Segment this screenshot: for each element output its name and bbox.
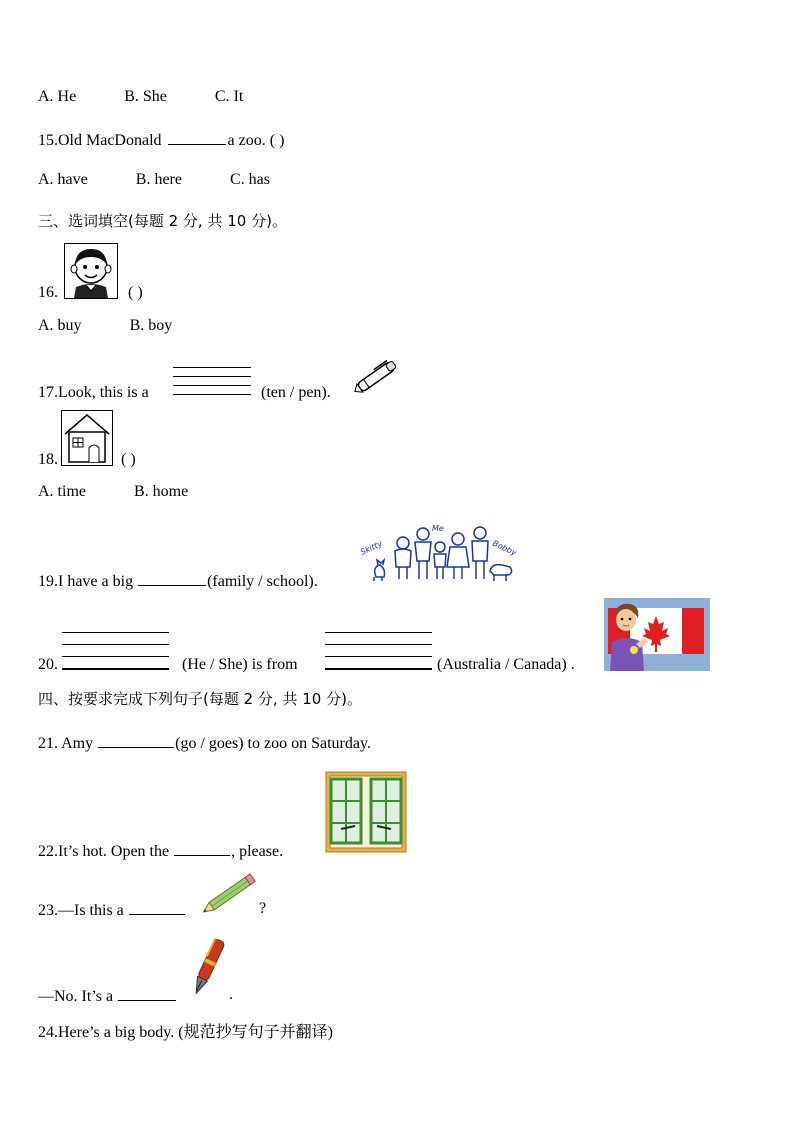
family-label-skitty: Skitty — [359, 538, 384, 557]
q18-options — [38, 483, 188, 501]
q15-question — [38, 130, 284, 150]
q20-writing-line[interactable] — [325, 668, 432, 670]
q20-writing-line[interactable] — [62, 632, 169, 633]
q17-writing-line[interactable] — [173, 385, 251, 386]
q23-line2-prefix: —No. It’s a — [38, 988, 114, 1005]
section3-title: 三、选词填空(每题 2 分, 共 10 分)。 — [38, 212, 287, 230]
q20-writing-line[interactable] — [62, 668, 169, 670]
q21-answer-blank[interactable] — [98, 733, 174, 748]
q23-line2-suffix: . — [229, 986, 233, 1003]
section4-title: 四、按要求完成下列句子(每题 2 分, 共 10 分)。 — [38, 690, 362, 708]
canada-flag-picture — [604, 598, 710, 671]
q22-prefix: 22.It’s hot. Open the — [38, 843, 170, 860]
q20-middle: (He / She) is from — [182, 656, 298, 673]
q15-option-b: B. here — [135, 171, 182, 188]
family-label-me: Me — [432, 524, 444, 533]
q23-line2 — [38, 986, 177, 1006]
q14-option-c: C. It — [214, 88, 244, 105]
q20-number: 20. — [38, 656, 58, 673]
q18-option-b: B. home — [134, 483, 189, 500]
q20-writing-line[interactable] — [325, 656, 432, 657]
q15-prefix: 15.Old MacDonald — [38, 132, 162, 149]
q16-option-a: A. buy — [38, 317, 82, 334]
q24-question: 24.Here’s a big body. (规范抄写句子并翻译) — [38, 1024, 333, 1041]
q17-writing-line[interactable] — [173, 367, 251, 368]
q23-line1-suffix: ? — [259, 900, 267, 917]
q22-suffix: , please. — [231, 843, 284, 860]
q15-option-a: A. have — [38, 171, 88, 188]
q14-option-a: A. He — [38, 88, 77, 105]
q15-option-c: C. has — [229, 171, 270, 188]
q17-choices: (ten / pen). — [261, 384, 331, 401]
q22-question — [38, 841, 283, 861]
fountain-pen-picture — [188, 934, 228, 1002]
q23-answer-blank-1[interactable] — [129, 900, 185, 915]
q23-line1 — [38, 900, 186, 920]
pencil-picture — [198, 872, 262, 916]
q15-options — [38, 171, 270, 189]
q20-writing-line[interactable] — [62, 644, 169, 645]
q23-line1-prefix: 23.—Is this a — [38, 902, 124, 919]
pen-picture — [350, 356, 404, 396]
boy-picture — [64, 243, 118, 299]
q19-answer-blank[interactable] — [138, 571, 206, 586]
q21-prefix: 21. Amy — [38, 735, 94, 752]
q20-writing-line[interactable] — [325, 644, 432, 645]
q20-choices: (Australia / Canada) . — [437, 656, 575, 673]
q17-writing-line[interactable] — [173, 394, 251, 395]
q17-writing-line[interactable] — [173, 376, 251, 377]
q18-paren[interactable]: ( ) — [121, 451, 136, 468]
q21-question — [38, 733, 371, 753]
house-picture — [61, 410, 113, 466]
q18-number: 18. — [38, 451, 58, 468]
q15-answer-blank[interactable] — [168, 130, 226, 145]
q21-suffix: (go / goes) to zoo on Saturday. — [175, 735, 371, 752]
q16-options — [38, 317, 172, 335]
q20-writing-line[interactable] — [325, 632, 432, 633]
q14-options — [38, 88, 243, 106]
q16-option-b: B. boy — [129, 317, 173, 334]
q19-prefix: 19.I have a big — [38, 573, 134, 590]
q14-option-b: B. She — [124, 88, 167, 105]
q18-option-a: A. time — [38, 483, 86, 500]
q15-suffix: a zoo. ( ) — [227, 132, 285, 149]
q16-paren[interactable]: ( ) — [128, 284, 143, 301]
q23-answer-blank-2[interactable] — [118, 986, 176, 1001]
family-picture — [359, 517, 520, 585]
window-picture — [325, 771, 407, 853]
q19-choices: (family / school). — [207, 573, 318, 590]
q16-number: 16. — [38, 284, 58, 301]
q17-prefix: 17.Look, this is a — [38, 384, 149, 401]
q19-question — [38, 571, 318, 591]
family-label-bobby: Bobby — [491, 538, 518, 558]
q22-answer-blank[interactable] — [174, 841, 230, 856]
q20-writing-line[interactable] — [62, 656, 169, 657]
